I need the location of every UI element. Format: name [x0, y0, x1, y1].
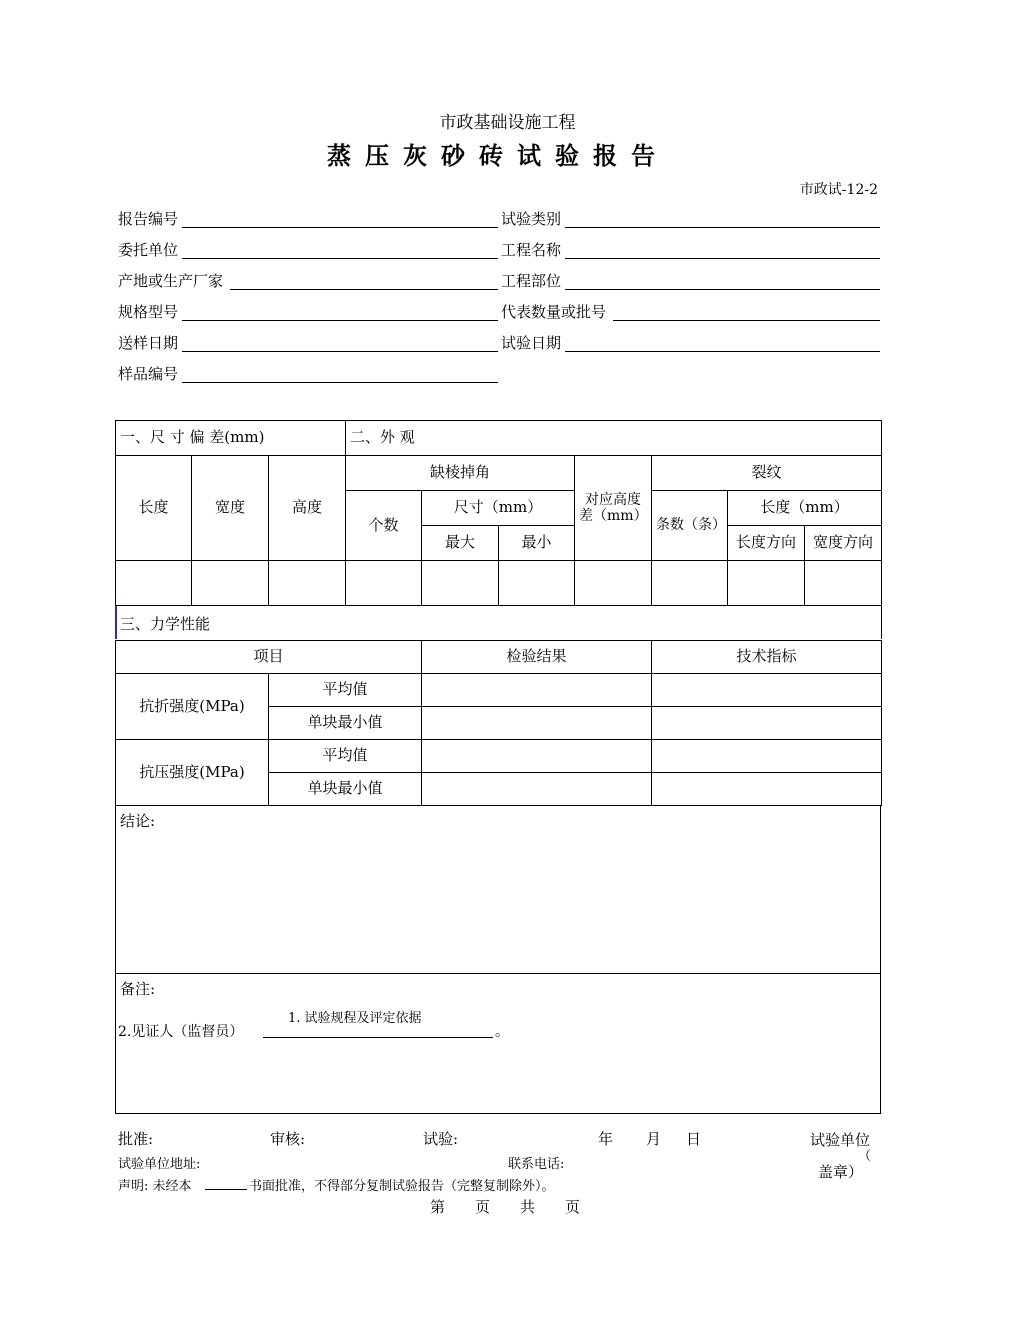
spec-label: 规格型号	[118, 303, 179, 321]
remarks-divider	[116, 973, 880, 974]
form-code: 市政试-12-2	[799, 182, 878, 198]
min-header: 最小	[499, 526, 575, 561]
test-label: 试验:	[423, 1130, 459, 1148]
approve-label: 批准:	[118, 1130, 154, 1148]
width-value[interactable]	[192, 561, 269, 606]
conclusion-remarks-box	[115, 806, 881, 1114]
compressive-avg-spec[interactable]	[652, 740, 882, 773]
conclusion-label: 结论:	[120, 812, 156, 830]
test-type-field[interactable]	[565, 227, 880, 228]
compressive-label: 抗压强度(MPa)	[116, 740, 269, 806]
document-subtitle: 市政基础设施工程	[439, 113, 576, 133]
statement-b: 书面批准，不得部分复制试验报告（完整复制除外）。	[249, 1179, 555, 1194]
year-label: 年	[598, 1130, 614, 1148]
project-part-label: 工程部位	[501, 272, 562, 290]
crack-count-value[interactable]	[652, 561, 728, 606]
client-label: 委托单位	[118, 241, 179, 259]
max-value[interactable]	[422, 561, 499, 606]
crack-header: 裂纹	[652, 456, 882, 491]
review-label: 审核:	[270, 1130, 306, 1148]
width-dir-value[interactable]	[805, 561, 882, 606]
compressive-avg-result[interactable]	[422, 740, 652, 773]
project-name-field[interactable]	[565, 258, 880, 259]
section3-title-row	[115, 606, 882, 639]
test-unit-label: 试验单位	[810, 1131, 871, 1149]
witness-field[interactable]	[263, 1037, 493, 1038]
report-no-label: 报告编号	[118, 210, 179, 228]
page-number: 第 页 共 页	[430, 1198, 581, 1216]
height-value[interactable]	[269, 561, 346, 606]
height-diff-value[interactable]	[575, 561, 652, 606]
height-header: 高度	[269, 456, 346, 561]
statement-a: 声明: 未经本	[118, 1179, 192, 1194]
flexural-label: 抗折强度(MPa)	[116, 674, 269, 740]
width-dir-header: 宽度方向	[805, 526, 882, 561]
compressive-avg-label: 平均值	[269, 740, 422, 773]
section3-title: 三、力学性能	[120, 615, 211, 633]
seal-open: （	[858, 1149, 872, 1164]
section1-title: 一、尺 寸 偏 差(mm)	[116, 421, 346, 456]
flexural-avg-result[interactable]	[422, 674, 652, 707]
sample-no-label: 样品编号	[118, 365, 179, 383]
length-value[interactable]	[116, 561, 192, 606]
quantity-label: 代表数量或批号	[501, 303, 607, 321]
seal-label: 盖章）	[818, 1163, 864, 1181]
compressive-min-result[interactable]	[422, 773, 652, 806]
origin-field[interactable]	[230, 289, 498, 290]
result-header: 检验结果	[422, 641, 652, 674]
flexural-avg-spec[interactable]	[652, 674, 882, 707]
quantity-field[interactable]	[613, 320, 880, 321]
test-type-label: 试验类别	[501, 210, 562, 228]
remarks-label: 备注:	[120, 980, 156, 998]
month-label: 月	[646, 1130, 662, 1148]
project-part-field[interactable]	[565, 289, 880, 290]
length-header: 长度	[116, 456, 192, 561]
size-header: 尺寸（mm）	[422, 491, 575, 526]
flexural-min-spec[interactable]	[652, 707, 882, 740]
count-value[interactable]	[346, 561, 422, 606]
witness-label: 2.见证人（监督员）	[118, 1024, 244, 1040]
height-diff-header: 对应高度差（mm）	[575, 456, 652, 561]
section2-title: 二、外 观	[346, 421, 882, 456]
test-date-field[interactable]	[565, 351, 880, 352]
document-title: 蒸压灰砂砖试验报告	[327, 142, 669, 170]
day-label: 日	[686, 1130, 702, 1148]
test-date-label: 试验日期	[501, 334, 562, 352]
witness-end: 。	[495, 1024, 509, 1040]
count-header: 个数	[346, 491, 422, 561]
spec-field[interactable]	[182, 320, 498, 321]
mechanical-table	[115, 640, 882, 806]
flexural-min-label: 单块最小值	[269, 707, 422, 740]
project-name-label: 工程名称	[501, 241, 562, 259]
flexural-avg-label: 平均值	[269, 674, 422, 707]
spec-header: 技术指标	[652, 641, 882, 674]
length-dir-header: 长度方向	[728, 526, 805, 561]
crack-length-header: 长度（mm）	[728, 491, 882, 526]
crack-count-header: 条数（条）	[652, 491, 728, 561]
statement-blank[interactable]	[205, 1189, 247, 1190]
max-header: 最大	[422, 526, 499, 561]
width-header: 宽度	[192, 456, 269, 561]
min-value[interactable]	[499, 561, 575, 606]
dimension-appearance-table	[115, 420, 882, 606]
origin-label: 产地或生产厂家	[118, 272, 224, 290]
sample-no-field[interactable]	[182, 382, 498, 383]
send-date-label: 送样日期	[118, 334, 179, 352]
compressive-min-label: 单块最小值	[269, 773, 422, 806]
send-date-field[interactable]	[182, 351, 498, 352]
report-no-field[interactable]	[182, 227, 498, 228]
basis-text: 1. 试验规程及评定依据	[288, 1011, 422, 1026]
address-label: 试验单位地址:	[118, 1157, 201, 1172]
compressive-min-spec[interactable]	[652, 773, 882, 806]
length-dir-value[interactable]	[728, 561, 805, 606]
client-field[interactable]	[182, 258, 498, 259]
flexural-min-result[interactable]	[422, 707, 652, 740]
item-header: 项目	[116, 641, 422, 674]
phone-label: 联系电话:	[508, 1157, 565, 1172]
corner-header: 缺棱掉角	[346, 456, 575, 491]
